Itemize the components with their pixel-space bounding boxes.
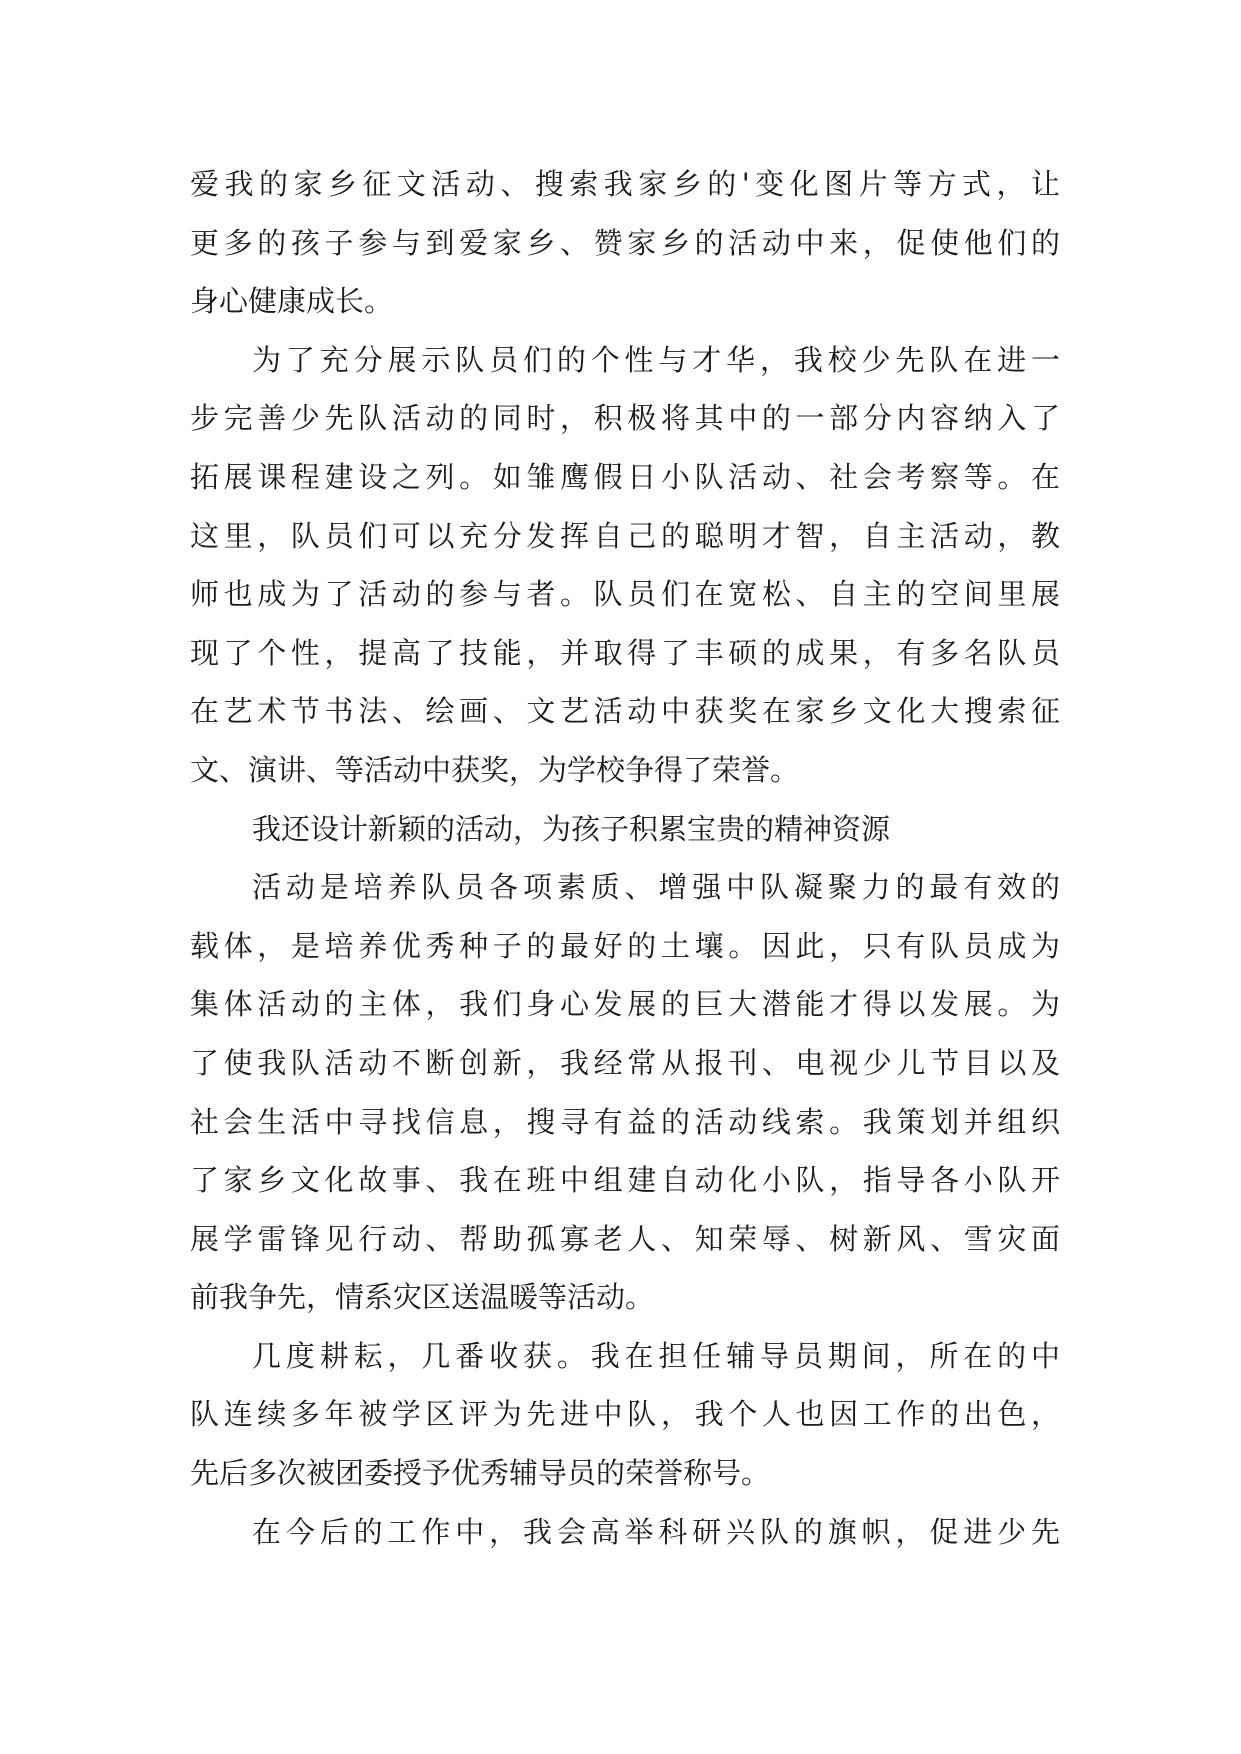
text-line: 师也成为了活动的参与者。队员们在宽松、自主的空间里展 xyxy=(190,577,1060,612)
text-line: 文、演讲、等活动中获奖，为学校争得了荣誉。 xyxy=(190,752,800,787)
text-line: 现了个性，提高了技能，并取得了丰硕的成果，有多名队员 xyxy=(190,635,1060,670)
text-line: 步完善少先队活动的同时，积极将其中的一部分内容纳入了 xyxy=(190,401,1060,436)
text-line: 更多的孩子参与到爱家乡、赞家乡的活动中来，促使他们的 xyxy=(190,225,1060,260)
text-line: 爱我的家乡征文活动、搜索我家乡的'变化图片等方式，让 xyxy=(190,167,1060,201)
body-text xyxy=(190,155,1060,1561)
text-line: 在艺术节书法、绘画、文艺活动中获奖在家乡文化大搜索征 xyxy=(190,694,1060,729)
text-line: 活动是培养队员各项素质、增强中队凝聚力的最有效的 xyxy=(252,870,1060,905)
text-line: 拓展课程建设之列。如雏鹰假日小队活动、社会考察等。在 xyxy=(190,459,1060,494)
text-line: 在今后的工作中，我会高举科研兴队的旗帜，促进少先 xyxy=(252,1514,1060,1549)
text-line: 展学雷锋见行动、帮助孤寡老人、知荣辱、树新风、雪灾面 xyxy=(190,1221,1060,1256)
text-line: 了使我队活动不断创新，我经常从报刊、电视少儿节目以及 xyxy=(190,1045,1060,1080)
text-line: 这里，队员们可以充分发挥自己的聪明才智，自主活动，教 xyxy=(190,518,1060,553)
text-line: 队连续多年被学区评为先进中队，我个人也因工作的出色， xyxy=(190,1397,1060,1432)
text-line: 社会生活中寻找信息，搜寻有益的活动线索。我策划并组织 xyxy=(190,1104,1060,1139)
text-line: 载体，是培养优秀种子的最好的土壤。因此，只有队员成为 xyxy=(190,928,1060,963)
text-line: 几度耕耘，几番收获。我在担任辅导员期间，所在的中 xyxy=(252,1338,1060,1373)
text-line: 先后多次被团委授予优秀辅导员的荣誉称号。 xyxy=(190,1456,771,1491)
text-line: 集体活动的主体，我们身心发展的巨大潜能才得以发展。为 xyxy=(190,987,1060,1022)
text-line: 身心健康成长。 xyxy=(190,284,394,319)
text-line: 我还设计新颖的活动，为孩子积累宝贵的精神资源 xyxy=(252,811,891,846)
text-line: 为了充分展示队员们的个性与才华，我校少先队在进一 xyxy=(252,342,1060,377)
text-line: 了家乡文化故事、我在班中组建自动化小队，指导各小队开 xyxy=(190,1163,1060,1198)
text-line: 前我争先，情系灾区送温暖等活动。 xyxy=(190,1280,655,1315)
